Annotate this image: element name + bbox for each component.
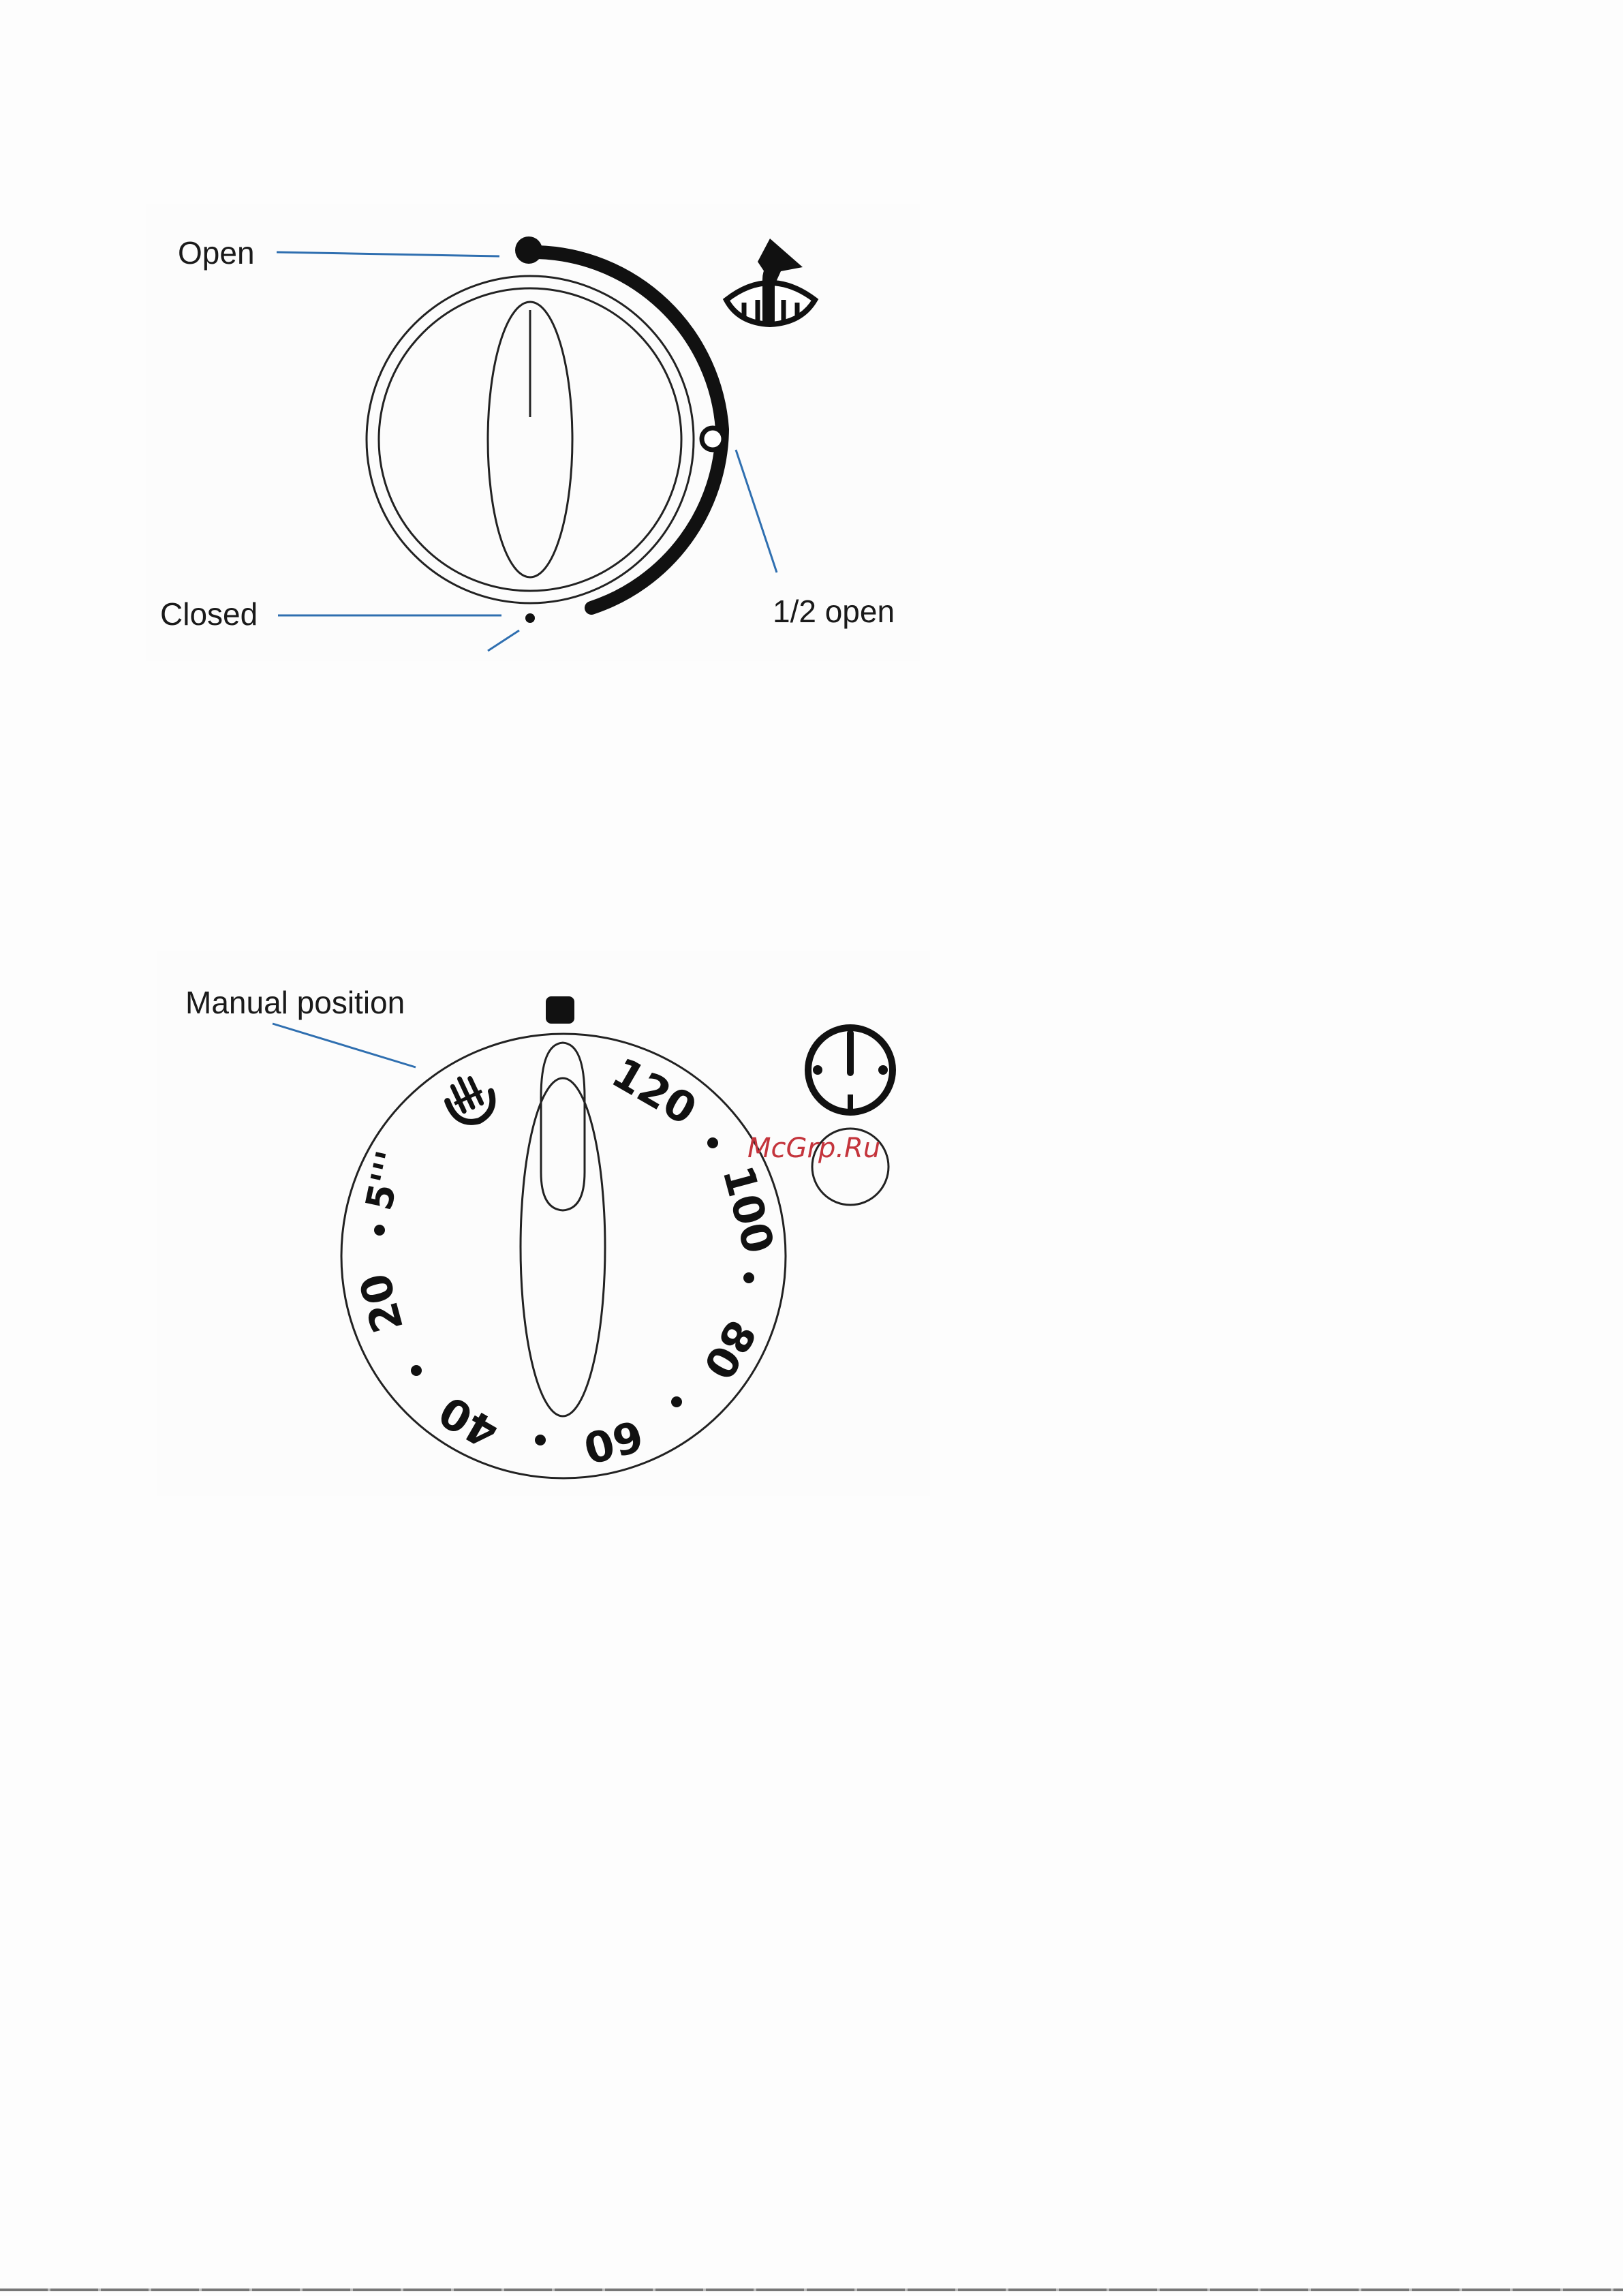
hand-turn-arrow-icon (726, 239, 815, 324)
scale-label-40: 40 (431, 1386, 507, 1458)
closed-leader-tick (488, 630, 519, 651)
timer-dial-face (341, 1034, 786, 1478)
page-bottom-rule (0, 2289, 1623, 2291)
scale-label-60: 60 (578, 1409, 649, 1473)
valve-dial (277, 236, 815, 651)
clock-icon (808, 1028, 893, 1112)
scale-dot (743, 1272, 754, 1283)
open-marker (515, 236, 542, 264)
open-label: Open (178, 235, 255, 271)
scale-label-80: 80 (693, 1311, 766, 1388)
hand-icon (441, 1069, 500, 1130)
open-leader-line (277, 252, 499, 256)
half-open-marker (702, 428, 724, 450)
timer-dial (273, 996, 893, 1478)
timer-knob-pointer (541, 1043, 585, 1210)
manual-leader-line (273, 1024, 416, 1067)
timer-top-marker (546, 996, 574, 1024)
scale-label-20: 20 (350, 1268, 414, 1338)
timer-knob[interactable] (521, 1078, 605, 1416)
scale-dot (671, 1396, 682, 1407)
manual-position-label: Manual position (185, 985, 405, 1020)
scale-dot (411, 1365, 422, 1376)
watermark: McGrp.Ru (747, 1133, 881, 1164)
half-open-label: 1/2 open (773, 594, 895, 629)
scale-dot (374, 1225, 385, 1236)
closed-marker (525, 613, 535, 623)
scale-dot (535, 1435, 546, 1445)
scale-label-120: 120 (603, 1047, 705, 1135)
timer-scale-dots (374, 1137, 754, 1445)
half-open-leader-line (736, 450, 777, 572)
scale-label-5: 5''' (357, 1147, 412, 1214)
closed-label: Closed (160, 596, 258, 632)
scale-dot (707, 1137, 718, 1148)
scale-label-100: 100 (713, 1160, 784, 1259)
